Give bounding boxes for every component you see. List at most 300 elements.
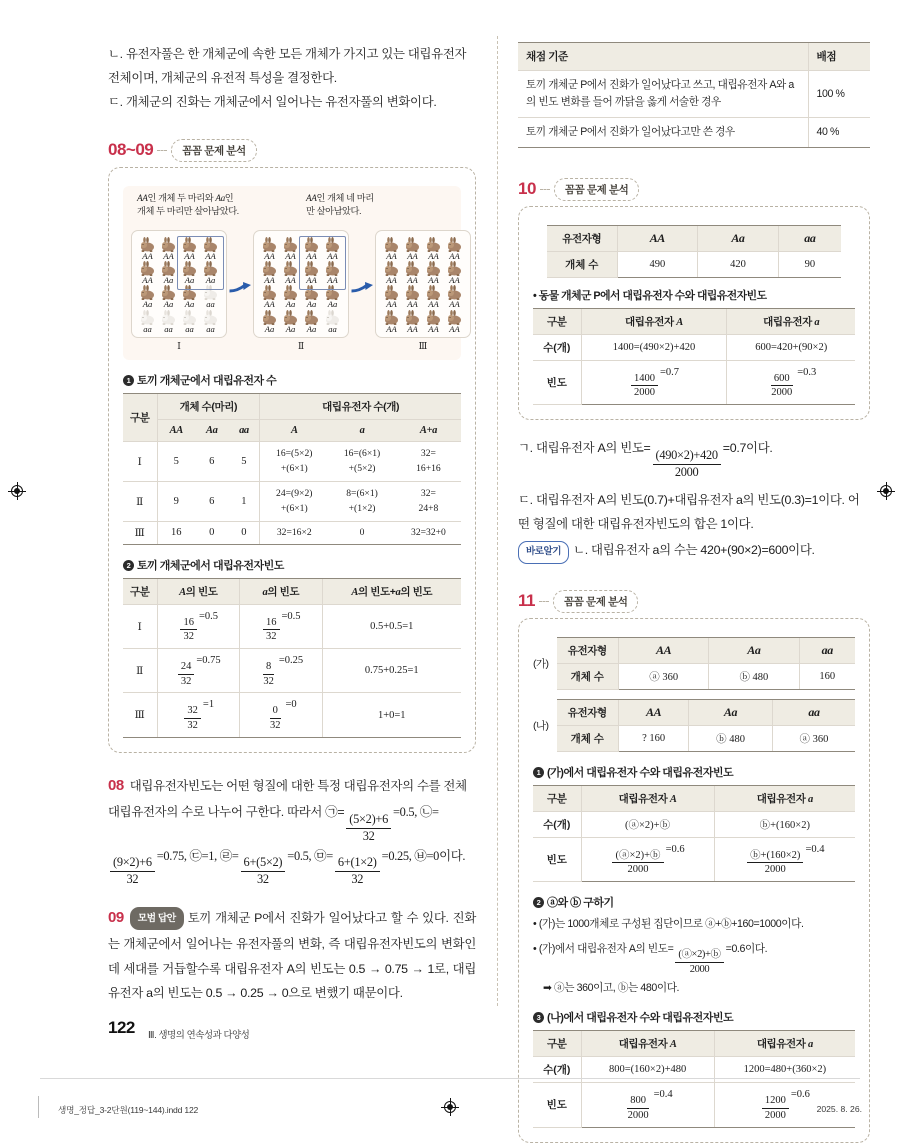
analysis-10-wrapper	[518, 178, 870, 420]
cell-freq-a: $\frac{8}{32}$ =0.25	[240, 649, 323, 693]
table-row	[123, 649, 461, 693]
cell-aa-count: ⓐ 360	[772, 725, 855, 751]
footer-date: 2025. 8. 26.	[816, 1104, 862, 1114]
genotype-label: AA	[386, 299, 397, 310]
table-row	[518, 71, 870, 118]
cell-a-count: 8=(6×1) +(1×2)	[328, 482, 396, 522]
column-divider	[497, 36, 498, 1006]
rabbit-cell	[402, 237, 423, 261]
step-badge-3: 3	[533, 1012, 544, 1023]
footer-filename: 생명_정답_3-2단원(119~144).indd 122	[58, 1105, 199, 1115]
dash-connector	[540, 189, 550, 190]
genotype-label: AA	[142, 275, 153, 286]
cell-Aa-count: ⓑ 480	[709, 663, 799, 689]
row-label: Ⅲ	[123, 521, 157, 544]
analysis-11-wrapper	[518, 590, 870, 1143]
cell-freq-a: $\frac{ⓑ+(160\times 2)}{2000}$ =0.4	[714, 837, 855, 881]
rabbit-cell	[402, 285, 423, 309]
th-Aa: Aa	[709, 637, 799, 663]
th-Aa: Aa	[195, 420, 229, 442]
genotype-label: AA	[428, 323, 439, 334]
th-aa: aa	[772, 699, 855, 725]
generation-row	[131, 230, 460, 353]
step-badge-1: 1	[533, 767, 544, 778]
step1-caption: 1 (가)에서 대립유전자 수와 대립유전자빈도	[533, 764, 855, 780]
cell-AA: 5	[157, 442, 195, 482]
cell-sum-count: 32=32+0	[396, 521, 461, 544]
cell-count-A: 800=(160×2)+480	[581, 1057, 714, 1083]
intro-line-b: ㄴ. 유전자풀은 한 개체군에 속한 모든 개체가 가지고 있는 대립유전자 전체이며, 개체군의 유전적 특성을 결정한다.	[108, 47, 467, 86]
chapter-title: Ⅲ. 생명의 연속성과 다양성	[148, 1029, 250, 1040]
cell-A-count: 16=(5×2) +(6×1)	[260, 442, 328, 482]
th-group: 구분	[533, 785, 581, 811]
analysis-11-box	[518, 618, 870, 1143]
cell-AA: 16	[157, 521, 195, 544]
callout-generation-2: AA인 개체 네 마리 만 살아남았다.	[306, 192, 374, 216]
table-row	[533, 811, 855, 837]
analysis-tag-11: 꼼꼼 문제 분석	[553, 590, 639, 613]
analysis-tag-0809: 꼼꼼 문제 분석	[171, 139, 257, 162]
cell-freq-a: $\frac{16}{32}$ =0.5	[240, 604, 323, 648]
rabbit-cell	[200, 310, 221, 334]
explain-10-line2: ㄷ. 대립유전자 A의 빈도(0.7)+대립유전자 a의 빈도(0.3)=1이다. 어떤 형질에 대한 대립유전자빈도의 합은 1이다.	[518, 492, 860, 531]
rabbit-cell	[381, 310, 402, 334]
th-genotype: 유전자형	[557, 699, 619, 725]
genotype-label: AA	[264, 299, 275, 310]
step1-table	[533, 785, 855, 882]
cell-freq-sum: 0.75+0.25=1	[322, 649, 461, 693]
registration-dot-left	[14, 488, 20, 494]
th-group: 구분	[123, 394, 157, 442]
genotype-label: AA	[327, 250, 338, 261]
cell-A-count: 32=16×2	[260, 521, 328, 544]
rabbit-cell	[200, 285, 221, 309]
step3-caption: 3 (나)에서 대립유전자 수와 대립유전자빈도	[533, 1009, 855, 1025]
allele-count-table	[123, 393, 461, 545]
genotype-label: AA	[264, 275, 275, 286]
th-allele-A: 대립유전자 A	[581, 1031, 714, 1057]
rabbit-cell	[444, 310, 465, 334]
genotype-label: Aa	[285, 299, 296, 310]
genotype-label: AA	[449, 299, 460, 310]
genotype-label: AA	[428, 250, 439, 261]
table-row	[123, 693, 461, 737]
cell-criteria: 토끼 개체군 P에서 진화가 일어났다고만 쓴 경우	[518, 117, 808, 147]
th-group: 구분	[533, 308, 581, 334]
step-badge-2: 2	[123, 560, 134, 571]
row-label: Ⅰ	[123, 604, 157, 648]
th-A: A	[260, 420, 328, 442]
genotype-label: AA	[407, 299, 418, 310]
cell-aa: 1	[229, 482, 260, 522]
step2-bullet-2: • (가)에서 대립유전자 A의 빈도= $\frac{(ⓐ\times 2)+ⓑ}{2000}$ =0.6이다.	[533, 942, 768, 976]
rabbit-cell	[381, 237, 402, 261]
table-row	[547, 251, 841, 277]
generation-roman-1: Ⅰ	[177, 341, 181, 352]
dash-connector	[157, 150, 167, 151]
genotype-label: AA	[264, 250, 275, 261]
table-row	[533, 837, 855, 881]
genotype-label: Aa	[264, 323, 275, 334]
table-row	[557, 725, 855, 751]
th-individual-count: 개체 수(마리)	[157, 394, 260, 420]
cell-AA: 9	[157, 482, 195, 522]
rabbit-cell	[444, 285, 465, 309]
cell-AA-count: ⓐ 360	[619, 663, 709, 689]
genotype-label: AA	[407, 323, 418, 334]
row-label: Ⅲ	[123, 693, 157, 737]
genotype-label: aa	[206, 299, 215, 310]
page-number: 122	[108, 1018, 135, 1037]
group-b-row	[533, 699, 855, 752]
rabbit-cell	[301, 237, 322, 261]
table-row	[518, 117, 870, 147]
rabbit-cell	[200, 237, 221, 261]
th-AA: AA	[619, 699, 689, 725]
genotype-label: aa	[185, 323, 194, 334]
genotype-label: aa	[328, 323, 337, 334]
cell-freq-sum: 0.5+0.5=1	[322, 604, 461, 648]
rabbit-cell	[259, 261, 280, 285]
cell-A-count: 24=(9×2) +(6×1)	[260, 482, 328, 522]
th-freq-a: a의 빈도	[240, 578, 323, 604]
genotype-label: AA	[428, 299, 439, 310]
rabbit-cell	[158, 237, 179, 261]
cell-aa-count: 90	[778, 251, 841, 277]
rabbit-cell	[423, 310, 444, 334]
cell-criteria: 토끼 개체군 P에서 진화가 일어났다고 쓰고, 대립유전자 A와 a의 빈도 변화를 들어 까닭을 옳게 서술한 경우	[518, 71, 808, 118]
group-a-row	[533, 637, 855, 690]
rabbit-cell	[137, 310, 158, 334]
generation-column-2	[253, 230, 349, 353]
registration-dot-right	[883, 488, 889, 494]
cell-freq-a: $\frac{0}{32}$ =0	[240, 693, 323, 737]
rabbit-cell	[301, 285, 322, 309]
question-number-0809: 08~09	[108, 140, 154, 160]
genotype-label: aa	[206, 323, 215, 334]
table-row	[557, 663, 855, 689]
cell-count-a: 600=420+(90×2)	[727, 334, 855, 360]
genotype-label: AA	[386, 323, 397, 334]
generation-panel-3	[375, 230, 471, 339]
genotype-label: AA	[386, 275, 397, 286]
group-a-label: (가)	[533, 657, 549, 670]
arrow-right-icon	[229, 282, 251, 296]
rabbit-cell	[200, 261, 221, 285]
row-label-count: 수(개)	[533, 1057, 581, 1083]
rabbit-cell	[301, 261, 322, 285]
rabbit-cell	[381, 261, 402, 285]
rabbit-grid-2	[259, 237, 343, 335]
th-Aa: Aa	[689, 699, 773, 725]
rabbit-cell	[423, 237, 444, 261]
genotype-label: Aa	[163, 275, 174, 286]
sub-caption-10: • 동물 개체군 P에서 대립유전자 수와 대립유전자빈도	[533, 289, 767, 302]
question-number-10: 10	[518, 179, 536, 199]
cell-count-a: 1200=480+(360×2)	[714, 1057, 855, 1083]
rabbit-cell	[402, 261, 423, 285]
genotype-label: AA	[407, 250, 418, 261]
rabbit-cell	[301, 310, 322, 334]
genotype-label: Aa	[306, 299, 317, 310]
rabbit-cell	[259, 237, 280, 261]
row-label: 개체 수	[557, 725, 619, 751]
rabbit-cell	[259, 285, 280, 309]
genotype-label: Aa	[285, 323, 296, 334]
rabbit-cell	[322, 285, 343, 309]
rabbit-cell	[179, 310, 200, 334]
genotype-table-b	[557, 699, 855, 752]
analysis-tag-10: 꼼꼼 문제 분석	[554, 178, 640, 201]
grading-criteria-table	[518, 42, 870, 148]
cell-freq-A: $\frac{32}{32}$ =1	[157, 693, 240, 737]
table-row	[533, 360, 855, 404]
explain-10-line1: ㄱ. 대립유전자 A의 빈도= $\frac{(490\times 2)+420}{2000}$ =0.7이다.	[518, 441, 773, 479]
th-Aa: Aa	[698, 225, 779, 251]
answer-08: 08 대립유전자빈도는 어떤 형질에 대한 특정 대립유전자의 수를 전체 대립유전자의 수로 나누어 구한다. 따라서 ㉠= $\frac{(5\times 2)+6}{32}$ =0.5, ㉡= $\frac{(9\times 2)+6}{32}$ =0.75, ㉢=1, ㉣= $\frac{6+(5\times 2)}{32}$ =0.5, ㉤= $\frac{6+(1\times 2)}{32}$ =0.25, ㉥=0이다.	[108, 776, 467, 887]
row-label-count: 수(개)	[533, 334, 581, 360]
cell-Aa-count: ⓑ 480	[689, 725, 773, 751]
step2-caption: 2 ⓐ와 ⓑ 구하기	[533, 894, 855, 910]
genotype-table-a	[557, 637, 855, 690]
analysis-0809-wrapper	[108, 139, 476, 753]
cell-Aa: 0	[195, 521, 229, 544]
left-column	[108, 42, 476, 1005]
generation-column-3	[375, 230, 471, 353]
cell-aa: 5	[229, 442, 260, 482]
generation-column-1	[131, 230, 227, 353]
genotype-label: Aa	[306, 323, 317, 334]
question-number-11: 11	[518, 591, 535, 611]
question-number-08: 08	[108, 776, 124, 794]
rabbit-cell	[179, 237, 200, 261]
generation-panel-2	[253, 230, 349, 339]
rabbit-grid-3	[381, 237, 465, 335]
cell-AA-count: ? 160	[619, 725, 689, 751]
rabbit-cell	[179, 261, 200, 285]
cell-aa: 0	[229, 521, 260, 544]
cell-aa-count: 160	[799, 663, 855, 689]
genotype-label: AA	[327, 275, 338, 286]
th-score: 배점	[808, 43, 870, 71]
th-aa: aa	[778, 225, 841, 251]
cell-freq-A: $\frac{16}{32}$ =0.5	[157, 604, 240, 648]
analysis-11-header	[518, 590, 870, 613]
rabbit-cell	[402, 310, 423, 334]
th-genotype: 유전자형	[547, 225, 617, 251]
generation-roman-3: Ⅲ	[418, 341, 428, 352]
intro-line-c: ㄷ. 개체군의 진화는 개체군에서 일어나는 유전자풀의 변화이다.	[108, 95, 437, 110]
genotype-label: Aa	[184, 275, 195, 286]
footer-rule	[40, 1078, 860, 1079]
cell-a-count: 0	[328, 521, 396, 544]
rabbit-cell	[322, 310, 343, 334]
th-allele-count: 대립유전자 수(개)	[260, 394, 461, 420]
correction-badge: 바로알기	[518, 541, 569, 564]
table-row	[123, 604, 461, 648]
rabbit-cell	[137, 261, 158, 285]
explain-10-line3: 바로알기 ㄴ. 대립유전자 a의 수는 420+(90×2)=600이다.	[518, 538, 870, 564]
rabbit-cell	[280, 261, 301, 285]
genotype-label: aa	[143, 323, 152, 334]
table-row	[533, 334, 855, 360]
cell-freq-A: $\frac{1400}{2000}$ =0.7	[581, 360, 727, 404]
analysis-10-box	[518, 206, 870, 420]
rabbit-cell	[158, 310, 179, 334]
genotype-label: AA	[285, 250, 296, 261]
th-allele-a: 대립유전자 a	[727, 308, 855, 334]
cell-count-A: 1400=(490×2)+420	[581, 334, 727, 360]
rabbit-cell	[280, 310, 301, 334]
rabbit-cell	[179, 285, 200, 309]
th-a: a	[328, 420, 396, 442]
th-A-plus-a: A+a	[396, 420, 461, 442]
cell-count-A: (ⓐ×2)+ⓑ	[581, 811, 714, 837]
cell-freq-A: $\frac{(ⓐ\times 2)+ⓑ}{2000}$ =0.6	[581, 837, 714, 881]
row-label: Ⅱ	[123, 649, 157, 693]
genotype-label: Aa	[327, 299, 338, 310]
rabbit-cell	[322, 237, 343, 261]
cell-Aa: 6	[195, 442, 229, 482]
th-genotype: 유전자형	[557, 637, 619, 663]
th-allele-a: 대립유전자 a	[714, 1031, 855, 1057]
row-label: Ⅰ	[123, 442, 157, 482]
group-b-label: (나)	[533, 719, 549, 732]
th-allele-A: 대립유전자 A	[581, 308, 727, 334]
table1-caption: 1 토끼 개체군에서 대립유전자 수	[123, 372, 461, 388]
cell-AA-count: 490	[617, 251, 698, 277]
th-AA: AA	[617, 225, 698, 251]
rabbit-cell	[444, 261, 465, 285]
row-label: 개체 수	[547, 251, 617, 277]
analysis-0809-box	[108, 167, 476, 753]
cell-freq-A: $\frac{24}{32}$ =0.75	[157, 649, 240, 693]
right-column	[518, 42, 870, 1143]
arrow-2-wrapper	[351, 230, 373, 296]
cell-score: 40 %	[808, 117, 870, 147]
cell-a-count: 16=(6×1) +(5×2)	[328, 442, 396, 482]
genotype-label: AA	[449, 275, 460, 286]
step-badge-1: 1	[123, 375, 134, 386]
cell-count-a: ⓑ+(160×2)	[714, 811, 855, 837]
row-label-freq: 빈도	[533, 360, 581, 404]
row-label-freq: 빈도	[533, 837, 581, 881]
analysis-0809-header	[108, 139, 476, 162]
genotype-label: AA	[205, 250, 216, 261]
genotype-label: Aa	[184, 299, 195, 310]
model-answer-badge: 모범 답안	[130, 907, 184, 930]
dash-connector	[539, 601, 549, 602]
rabbit-cell	[444, 237, 465, 261]
cell-freq-a: $\frac{1200}{2000}$ =0.6	[714, 1083, 855, 1127]
rabbit-cell	[259, 310, 280, 334]
cell-score: 100 %	[808, 71, 870, 118]
diagram-callouts	[131, 192, 453, 230]
genotype-label: AA	[449, 250, 460, 261]
row-label: Ⅱ	[123, 482, 157, 522]
cell-freq-sum: 1+0=1	[322, 693, 461, 737]
rabbit-cell	[280, 285, 301, 309]
th-AA: AA	[619, 637, 709, 663]
cell-sum-count: 32= 16+16	[396, 442, 461, 482]
th-criteria: 채점 기준	[518, 43, 808, 71]
genotype-label: AA	[428, 275, 439, 286]
registration-dot-bottom	[447, 1104, 453, 1110]
rabbit-cell	[280, 237, 301, 261]
rabbit-cell	[322, 261, 343, 285]
genotype-label: AA	[449, 323, 460, 334]
analysis-10-header	[518, 178, 870, 201]
arrow-right-icon	[351, 282, 373, 296]
genotype-label: AA	[285, 275, 296, 286]
table2-caption: 2 토끼 개체군에서 대립유전자빈도	[123, 557, 461, 573]
rabbit-population-diagram	[123, 186, 461, 361]
th-aa: aa	[799, 637, 855, 663]
step2-bullet-1: • (가)는 1000개체로 구성된 집단이므로 ⓐ+ⓑ+160=1000이다.	[533, 918, 804, 931]
genotype-label: AA	[386, 250, 397, 261]
genotype-label: AA	[306, 250, 317, 261]
th-group: 구분	[533, 1031, 581, 1057]
rabbit-cell	[158, 285, 179, 309]
table-row	[123, 521, 461, 544]
genotype-label: Aa	[163, 299, 174, 310]
row-label: 개체 수	[557, 663, 619, 689]
rabbit-cell	[381, 285, 402, 309]
genotype-label: Aa	[142, 299, 153, 310]
genotype-count-table-10	[547, 225, 841, 278]
genotype-label: AA	[163, 250, 174, 261]
cell-freq-a: $\frac{600}{2000}$ =0.3	[727, 360, 855, 404]
cell-freq-A: $\frac{800}{2000}$ =0.4	[581, 1083, 714, 1127]
th-freq-A: A의 빈도	[157, 578, 240, 604]
genotype-label: AA	[407, 275, 418, 286]
table-row	[123, 442, 461, 482]
allele-frequency-table	[123, 578, 461, 738]
rabbit-cell	[423, 261, 444, 285]
footer-left-bar	[38, 1096, 39, 1118]
callout-generation-1: AA인 개체 두 마리와 Aa인 개체 두 마리만 살아남았다.	[137, 192, 239, 216]
th-AA: AA	[157, 420, 195, 442]
th-allele-A: 대립유전자 A	[581, 785, 714, 811]
th-freq-sum: A의 빈도+a의 빈도	[322, 578, 461, 604]
row-label-freq: 빈도	[533, 1083, 581, 1127]
th-aa: aa	[229, 420, 260, 442]
genotype-label: aa	[164, 323, 173, 334]
cell-Aa-count: 420	[698, 251, 779, 277]
generation-panel-1	[131, 230, 227, 339]
cell-sum-count: 32= 24+8	[396, 482, 461, 522]
rabbit-cell	[137, 285, 158, 309]
allele-table-10	[533, 308, 855, 405]
row-label-count: 수(개)	[533, 811, 581, 837]
cell-Aa: 6	[195, 482, 229, 522]
rabbit-cell	[158, 261, 179, 285]
table-row	[533, 1083, 855, 1127]
rabbit-cell	[423, 285, 444, 309]
arrow-1-wrapper	[229, 230, 251, 296]
step-badge-2: 2	[533, 897, 544, 908]
genotype-label: AA	[306, 275, 317, 286]
th-allele-a: 대립유전자 a	[714, 785, 855, 811]
question-number-09: 09	[108, 909, 124, 927]
th-group: 구분	[123, 578, 157, 604]
table-row	[123, 482, 461, 522]
answer-09: 09 모범 답안 토끼 개체군 P에서 진화가 일어났다고 할 수 있다. 진화는 개체군에서 일어나는 유전자풀의 변화, 즉 대립유전자빈도의 변화인데 세대를 거듭할수록 대립유전자 A의 빈도는 0.5 → 0.75 → 1로, 대립유전자 a의 빈도는 0.5 → 0.25 → 0으로 변했기 때문이다.	[108, 909, 476, 1000]
rabbit-grid-1	[137, 237, 221, 335]
genotype-label: AA	[184, 250, 195, 261]
step2-result: ➡ ⓐ는 360이고, ⓑ는 480이다.	[543, 981, 680, 994]
genotype-label: Aa	[205, 275, 216, 286]
